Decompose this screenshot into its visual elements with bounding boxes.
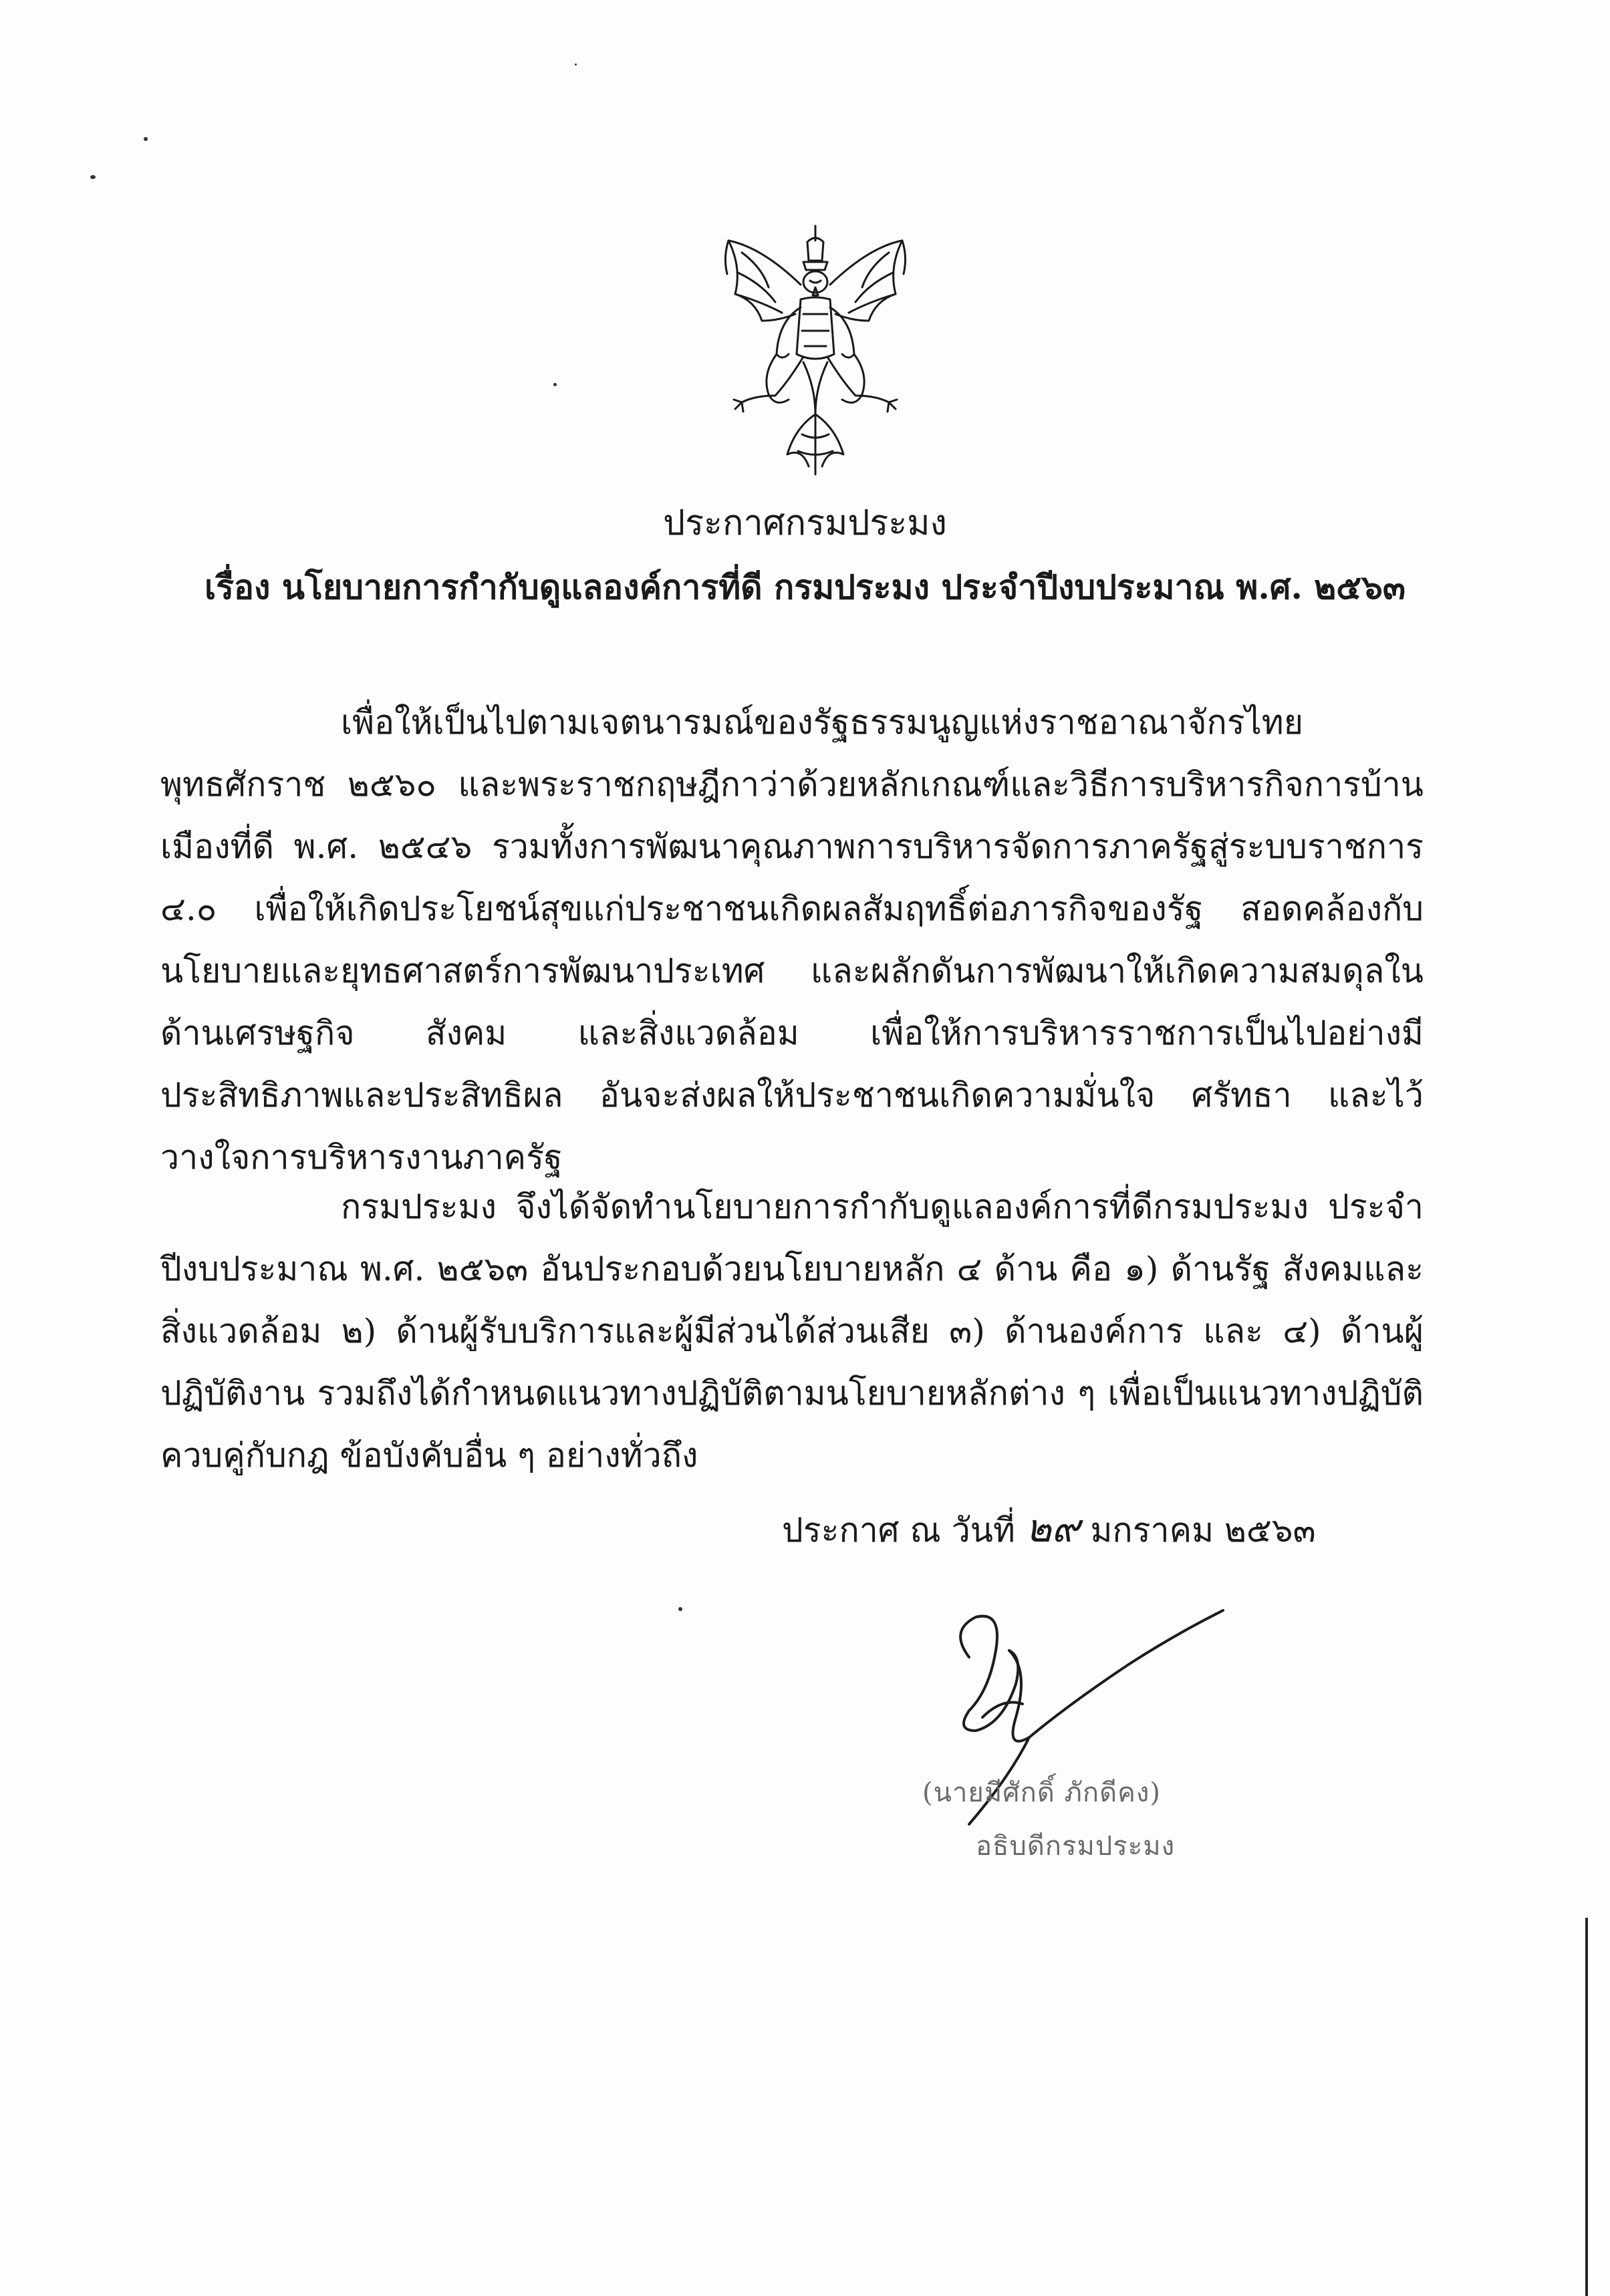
document-title: ประกาศกรมประมง [663,503,947,543]
date-year: ๒๕๖๓ [1224,1511,1316,1550]
garuda-emblem-icon [715,221,916,481]
scan-speck [575,63,577,65]
date-prefix: ประกาศ ณ วันที่ [782,1511,1015,1550]
scan-speck [90,175,96,179]
body-paragraph-1: เพื่อให้เป็นไปตามเจตนารมณ์ของรัฐธรรมนูญแห่งราชอาณาจักรไทย พุทธศักราช ๒๕๖๐ และพระราชกฤษฎีกาว่าด้วยหลักเกณฑ์และวิธีการบริหารกิจการบ้านเมืองที่ดี พ.ศ. ๒๕๔๖ รวมทั้งการพัฒนาคุณภาพการบริหารจัดการภาครัฐสู่ระบบราชการ ๔.๐ เพื่อให้เกิดประโยชน์สุขแก่ประชาชนเกิดผลสัมฤทธิ์ต่อภารกิจของรัฐ สอดคล้องกับนโยบายและยุทธศาสตร์การพัฒนาประเทศ และผลักดันการพัฒนาให้เกิดความสมดุลในด้านเศรษฐกิจ สังคม และสิ่งแวดล้อม เพื่อให้การบริหารราชการเป็นไปอย่างมีประสิทธิภาพและประสิทธิผล อันจะส่งผลให้ประชาชนเกิดความมั่นใจ ศรัทธา และไว้วางใจการบริหารงานภาครัฐ [160,703,1424,1177]
date-month: มกราคม [1090,1511,1214,1550]
document-subject: เรื่อง นโยบายการกำกับดูแลองค์การที่ดี กรมประมง ประจำปีงบประมาณ พ.ศ. ๒๕๖๓ [204,567,1406,607]
scan-edge-line [1585,1918,1588,2296]
signer-position: อธิบดีกรมประมง [976,1831,1176,1862]
body-paragraph-2: กรมประมง จึงได้จัดทำนโยบายการกำกับดูแลองค์การที่ดีกรมประมง ประจำปีงบประมาณ พ.ศ. ๒๕๖๓ อันประกอบด้วยนโยบายหลัก ๔ ด้าน คือ ๑) ด้านรัฐ สังคมและสิ่งแวดล้อม ๒) ด้านผู้รับบริการและผู้มีส่วนได้ส่วนเสีย ๓) ด้านองค์การ และ ๔) ด้านผู้ปฏิบัติงาน รวมถึงได้กำหนดแนวทางปฏิบัติตามนโยบายหลักต่าง ๆ เพื่อเป็นแนวทางปฏิบัติควบคู่กับกฎ ข้อบังคับอื่น ๆ อย่างทั่วถึง [160,1187,1424,1475]
scan-speck [678,1607,682,1611]
scan-speck [144,137,148,141]
scan-speck [553,383,557,386]
date-day: ๒๙ [1025,1505,1080,1551]
signer-name: (นายมีศักดิ์ ภักดีคง) [922,1777,1161,1808]
announcement-date [782,1497,1383,1559]
